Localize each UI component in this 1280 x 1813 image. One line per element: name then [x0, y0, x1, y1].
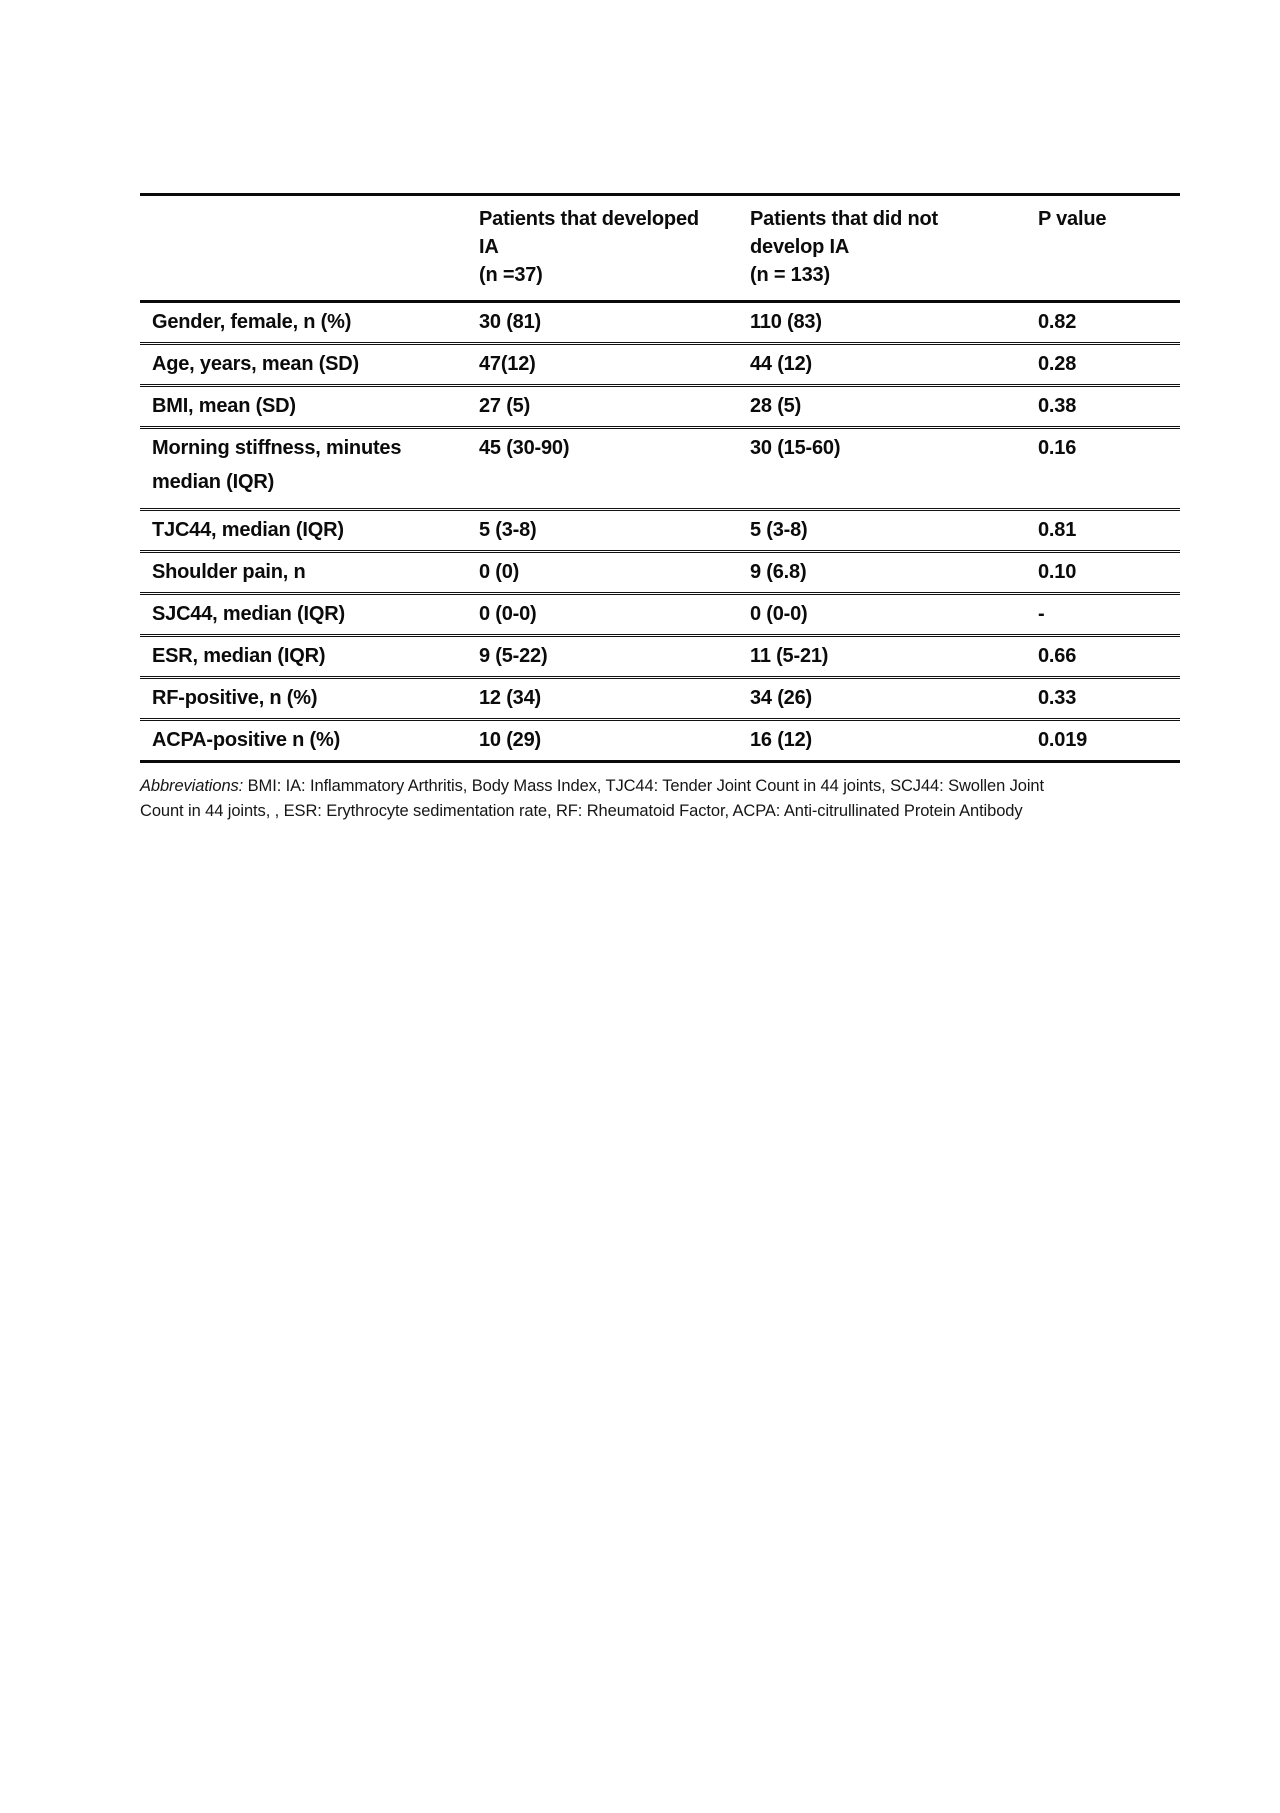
table-header	[140, 195, 1180, 302]
header-sample-size: (n =37)	[479, 264, 543, 286]
developed-value-cell: 45 (30-90)	[468, 428, 738, 510]
table-row-tjc44	[140, 510, 1180, 552]
column-header-no-ia	[738, 195, 1026, 302]
not-developed-value-cell: 30 (15-60)	[738, 428, 1026, 510]
developed-value-cell: 9 (5-22)	[468, 636, 738, 678]
developed-value-cell: 47(12)	[468, 344, 738, 386]
column-header-developed-ia	[468, 195, 738, 302]
p-value-cell: -	[1026, 594, 1180, 636]
not-developed-value-cell: 16 (12)	[750, 729, 812, 751]
not-developed-value-cell: 9 (6.8)	[738, 552, 1026, 594]
not-developed-value-cell: 0 (0-0)	[738, 594, 1026, 636]
footnote-line1	[140, 774, 1180, 799]
row-label: TJC44, median (IQR)	[152, 519, 344, 541]
developed-value-cell: 27 (5)	[468, 386, 738, 428]
developed-value-cell: 0 (0-0)	[468, 594, 738, 636]
row-label-cell	[140, 594, 468, 636]
header-row	[140, 195, 1180, 302]
row-label: RF-positive, n (%)	[152, 687, 318, 709]
developed-value-cell: 0 (0)	[468, 552, 738, 594]
p-value-cell: 0.28	[1026, 344, 1180, 386]
table-row-acpa-positive	[140, 720, 1180, 762]
row-label-cell	[140, 302, 468, 344]
row-label: ESR, median (IQR)	[152, 645, 326, 667]
row-label-cell	[140, 678, 468, 720]
header-label-line: IA	[479, 236, 499, 258]
table-row-rf-positive	[140, 678, 1180, 720]
row-label: Morning stiffness, minutes	[152, 437, 402, 459]
row-label-cell	[140, 552, 468, 594]
header-label-line: Patients that did not	[750, 208, 939, 230]
p-value-cell: 0.66	[1026, 636, 1180, 678]
row-label: ACPA-positive n (%)	[152, 729, 341, 751]
table-row-age	[140, 344, 1180, 386]
row-label-cell	[140, 386, 468, 428]
p-value-cell: 0.33	[1026, 678, 1180, 720]
p-value-cell: 0.38	[1026, 386, 1180, 428]
table-body	[140, 302, 1180, 762]
row-label-cell	[140, 720, 468, 762]
table-row-shoulder-pain	[140, 552, 1180, 594]
empty-header-cell	[140, 195, 468, 302]
header-label-line: develop IA	[750, 236, 850, 258]
developed-value-cell: 12 (34)	[468, 678, 738, 720]
table-row-morning-stiffness	[140, 428, 1180, 510]
p-value-cell: 0.10	[1026, 552, 1180, 594]
row-label-cell	[140, 636, 468, 678]
column-header-p-value	[1026, 195, 1180, 302]
baseline-characteristics-table	[140, 193, 1180, 763]
row-label: BMI, mean (SD)	[152, 395, 296, 417]
row-label: Gender, female, n (%)	[152, 311, 352, 333]
not-developed-value-cell: 11 (5-21)	[738, 636, 1026, 678]
p-value-cell: 0.82	[1026, 302, 1180, 344]
p-value-cell: 0.019	[1038, 729, 1088, 751]
table-section	[140, 193, 1180, 824]
row-label-cell	[140, 510, 468, 552]
not-developed-value-cell: 28 (5)	[738, 386, 1026, 428]
not-developed-value-cell: 44 (12)	[738, 344, 1026, 386]
row-label: Shoulder pain, n	[152, 561, 306, 583]
footnote-line1-text: BMI: IA: Inflammatory Arthritis, Body Mass Index, TJC44: Tender Joint Count in 44 joints, SCJ44: Swollen Joint	[243, 777, 1044, 795]
table-row-bmi	[140, 386, 1180, 428]
header-label-line: Patients that developed	[479, 208, 699, 230]
not-developed-value-cell: 34 (26)	[738, 678, 1026, 720]
header-label: P value	[1038, 208, 1107, 230]
header-sample-size: (n = 133)	[750, 264, 830, 286]
row-label-line2: median (IQR)	[152, 471, 275, 493]
footnote-prefix: Abbreviations:	[140, 777, 244, 795]
row-label-cell	[140, 428, 468, 510]
table-row-esr	[140, 636, 1180, 678]
abbreviations-footnote	[140, 774, 1180, 824]
row-label: SJC44, median (IQR)	[152, 603, 345, 625]
p-value-cell: 0.16	[1026, 428, 1180, 510]
developed-value-cell: 30 (81)	[468, 302, 738, 344]
footnote-line2: Count in 44 joints, , ESR: Erythrocyte sedimentation rate, RF: Rheumatoid Factor, ACPA: Anti-citrullinated Protein Antibody	[140, 802, 1023, 820]
not-developed-value-cell: 110 (83)	[738, 302, 1026, 344]
table-row-sjc44	[140, 594, 1180, 636]
row-label-cell	[140, 344, 468, 386]
not-developed-value-cell: 5 (3-8)	[738, 510, 1026, 552]
developed-value-cell: 10 (29)	[479, 729, 541, 751]
row-label: Age, years, mean (SD)	[152, 353, 359, 375]
developed-value-cell: 5 (3-8)	[468, 510, 738, 552]
table-row-gender	[140, 302, 1180, 344]
p-value-cell: 0.81	[1026, 510, 1180, 552]
